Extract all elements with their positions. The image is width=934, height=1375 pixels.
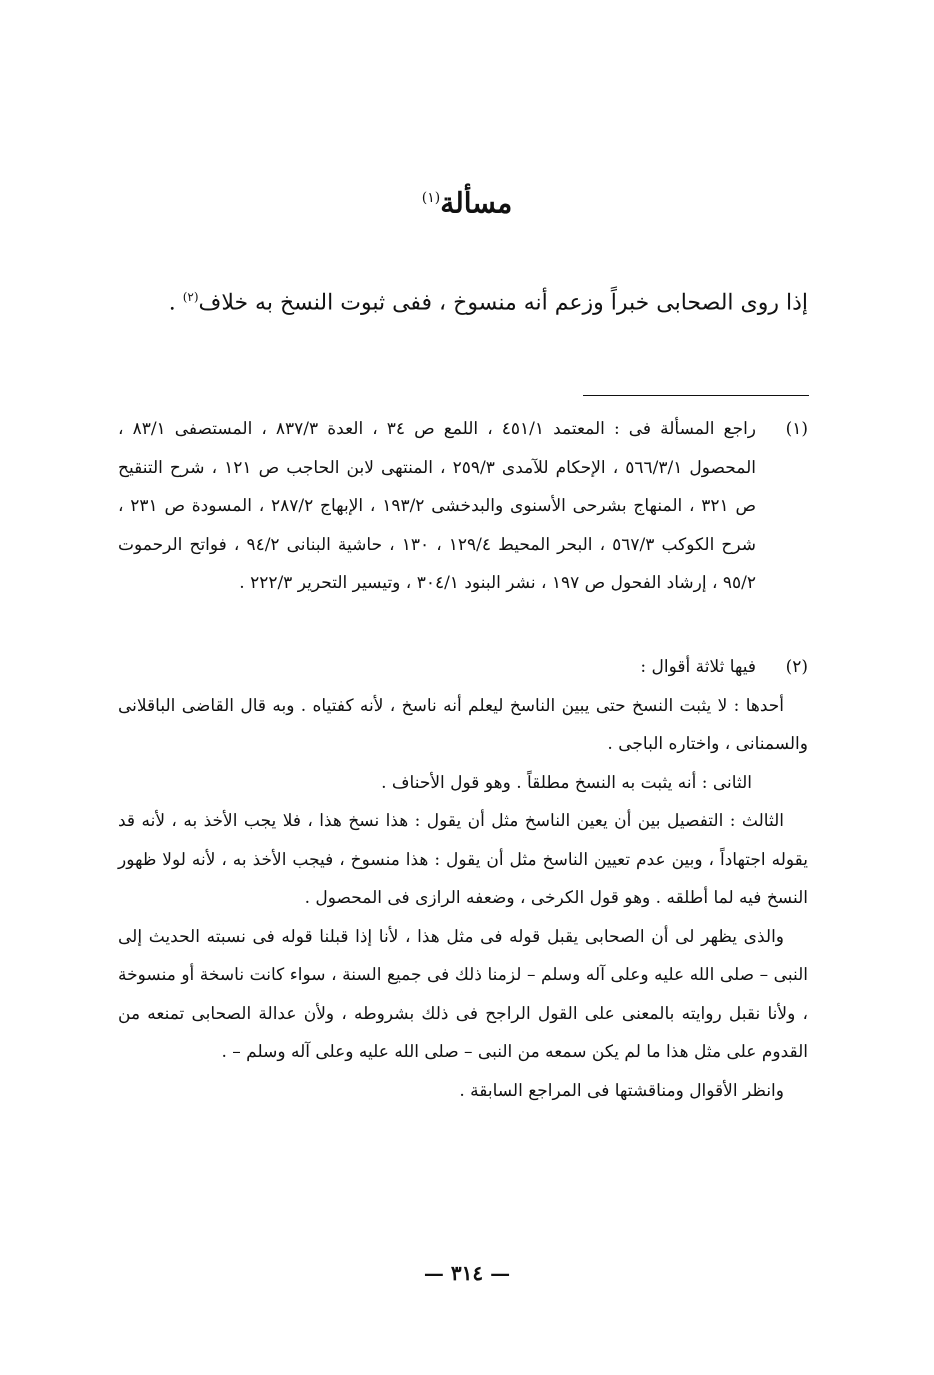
main-paragraph (118, 272, 808, 328)
footnote-2-paragraph-3: الثالث : التفصيل بين أن يعين الناسخ مثل أن يقول : هذا نسخ هذا ، فلا يجب الأخذ به ، لأنه قد يقوله اجتهاداً ، وبين عدم تعيين الناسخ مثل أن يقول : هذا منسوخ ، فيجب الأخذ به ، لأنه لولا ظهور النسخ فيه لما أطلقه . وهو قول الكرخى ، وضعفه الرازى فى المحصول . (118, 811, 808, 908)
footnote-2-paragraph-4: والذى يظهر لى أن الصحابى يقبل قوله فى مثل هذا ، لأنا إذا قبلنا قوله فى نسبته الحديث إلى النبى – صلى الله عليه وعلى آله وسلم – لزمنا ذلك فى جميع السنة ، سواء كانت ناسخة أو منسوخة ، ولأنا نقبل روايته بالمعنى على القول الراجح فى ذلك بشروطه ، ولأن عدالة الصحابى تمنعه من القدوم على مثل هذا ما لم يكن سمعه من النبى – صلى الله عليه وعلى آله وسلم – . (118, 926, 808, 1062)
footnote-separator (583, 395, 809, 396)
page-number: — ٣١٤ — (423, 1261, 511, 1285)
footnote-2-paragraph-5: وانظر الأقوال ومناقشتها فى المراجع السابقة . (459, 1080, 784, 1101)
main-footnote-ref[interactable]: (٢) (182, 290, 199, 304)
title-text: مسألة (440, 186, 513, 220)
footnote-2-number: (٢) (785, 657, 808, 677)
footnote-2-lead: فيها ثلاثة أقوال : (640, 657, 756, 677)
footnote-1-number: (١) (785, 419, 808, 439)
page-title (0, 178, 934, 223)
footnote-1 (118, 410, 808, 603)
footnote-2-paragraph-1: أحدها : لا يثبت النسخ حتى يبين الناسخ ليعلم أنه ناسخ ، لأنه كفتياه . وبه قال القاضى الباقلانى والسمنانى ، واختاره الباجى . (118, 695, 808, 754)
title-footnote-ref[interactable]: (١) (421, 190, 441, 206)
main-text: إذا روى الصحابى خبراً وزعم أنه منسوخ ، ففى ثبوت النسخ به خلاف (198, 290, 808, 316)
footnote-1-text: راجع المسألة فى : المعتمد ٤٥١/١ ، اللمع ص ٣٤ ، العدة ٨٣٧/٣ ، المستصفى ٨٣/١ ، المحصول ٥٦٦/٣/١ ، الإحكام للآمدى ٢٥٩/٣ ، المنتهى لابن الحاجب ص ١٢١ ، شرح التنقيح ص ٣٢١ ، المنهاج بشرحى الأسنوى والبدخشى ١٩٣/٢ ، الإبهاج ٢٨٧/٢ ، المسودة ص ٢٣١ ، شرح الكوكب ٥٦٧/٣ ، البحر المحيط ١٢٩/٤ ، ١٣٠ ، حاشية البنانى ٩٤/٢ ، فواتح الرحموت ٩٥/٢ ، إرشاد الفحول ص ١٩٧ ، نشر البنود ٣٠٤/١ ، وتيسير التحرير ٢٢٢/٣ . (118, 419, 757, 593)
main-end: . (168, 290, 183, 316)
footnote-2 (118, 648, 808, 1110)
footnote-2-paragraph-2: الثانى : أنه يثبت به النسخ مطلقاً . وهو قول الأحناف . (381, 772, 752, 793)
